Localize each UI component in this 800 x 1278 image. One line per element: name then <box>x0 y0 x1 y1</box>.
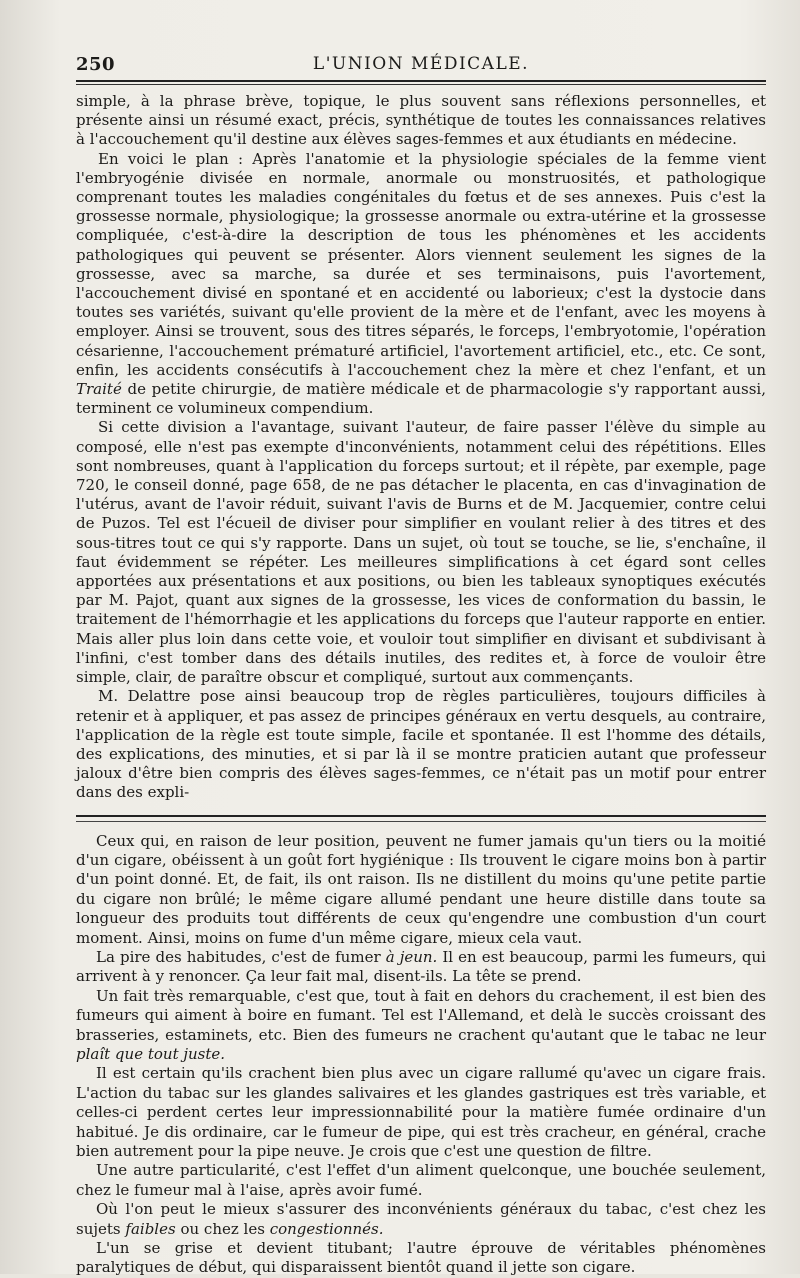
feuilleton-p2-b: Il en est beaucoup, parmi les fumeurs, qui arrivent à y renoncer. Ça leur fait mal, disent-ils. La tête se prend. <box>76 947 766 986</box>
feuilleton-paragraph-5: Une autre particularité, c'est l'effet d'un aliment quelconque, une bouchée seulement, chez le fumeur mal à l'aise, après avoir fumé. <box>76 1161 766 1199</box>
feuilleton-p6-a: Où l'on peut le mieux s'assurer des inconvénients généraux du tabac, c'est chez les sujets <box>76 1200 766 1238</box>
feuilleton-paragraph-6 <box>76 1200 766 1239</box>
feuilleton-paragraph-2 <box>76 948 766 987</box>
article-italic-traite: Traité <box>76 380 122 399</box>
feuilleton-p2-a: La pire des habitudes, c'est de fumer <box>96 947 381 966</box>
feuilleton-italic-faibles: faibles <box>125 1219 176 1238</box>
page-number: 250 <box>76 54 116 75</box>
feuilleton-p3-a: Un fait très remarquable, c'est que, tout à fait en dehors du crachement, il est bien des fumeurs qui aiment à boire en fumant. Tel est l'Allemand, et delà le succès croissant des brasseries, estaminets, etc. Bien des fumeurs ne crachent qu'autant que le tabac ne leur <box>76 986 766 1044</box>
article-paragraph-3: Si cette division a l'avantage, suivant l'auteur, de faire passer l'élève du simple au composé, elle n'est pas exempte d'inconvénients, notamment celui des répétitions. Elles sont nombreuses, quant à l'application du forceps surtout; et il répète, par exemple, page 720, le conseil donné, page 658, de ne pas détacher le placenta, en cas d'invagination de l'utérus, avant de l'avoir réduit, suivant l'avis de Burns et de M. Jacquemier, contre celui de Puzos. Tel est l'écueil de diviser pour simplifier en voulant relier à des titres et des sous-titres tout ce qui s'y rapporte. Dans un sujet, où tout se touche, se lie, s'enchaîne, il faut évidemment se répéter. Les meilleures simplifications à cet égard sont celles apportées aux présentations et aux positions, ou bien les tableaux synoptiques exécutés par M. Pajot, quant aux signes de la grossesse, les vices de conformation du bassin, le traitement de l'hémorrhagie et les applications du forceps que l'auteur rapporte en entier. Mais aller plus loin dans cette voie, et vouloir tout simplifier en divisant et subdivisant à l'infini, c'est tomber dans des détails inutiles, des redites et, à force de vouloir être simple, clair, de paraître obscur et compliqué, surtout aux commençants. <box>76 418 766 687</box>
feuilleton-paragraph-7: L'un se grise et devient titubant; l'autre éprouve de véritables phénomènes paralytiques de début, qui disparaissent bientôt quand il jette son cigare. <box>76 1239 766 1277</box>
feuilleton <box>76 832 766 1278</box>
feuilleton-italic-plait: plaît que tout juste. <box>76 1044 226 1063</box>
article-paragraph-1: simple, à la phrase brève, topique, le plus souvent sans réflexions personnelles, et présente ainsi un résumé exact, précis, synthétique de toutes les connaissances relatives à l'accouchement qu'il destine aux élèves sages-femmes et aux étudiants en médecine. <box>76 92 766 149</box>
page-header <box>76 50 766 82</box>
feuilleton-separator <box>76 815 766 822</box>
article-paragraph-4: M. Delattre pose ainsi beaucoup trop de règles particulières, toujours difficiles à retenir et à appliquer, et pas assez de principes généraux en vertu desquels, au contraire, l'application de la règle est toute simple, facile et spontanée. Il est l'homme des détails, des explications, des minuties, et si par là il se montre praticien autant que professeur jaloux d'être bien compris des élèves sages-femmes, ce n'était pas un motif pour entrer dans des expli- <box>76 687 766 802</box>
article-paragraph-2-text: En voici le plan : Après l'anatomie et la physiologie spéciales de la femme vient l'embryogénie divisée en normale, anormale ou monstruosités, et pathologique comprenant toutes les maladies congénitales du fœtus et de ses annexes. Puis c'est la grossesse normale, physiologique; la grossesse anormale ou extra-utérine et la grossesse compliquée, c'est-à-dire la description de tous les phénomènes et les accidents pathologiques qui peuvent se présenter. Alors viennent seulement les signes de la grossesse, avec sa marche, sa durée et ses terminaisons, puis l'avortement, l'accouchement divisé en spontané et en accidenté ou laborieux; c'est la dystocie dans toutes ses variétés, suivant qu'elle provient de la mère et de l'enfant, avec les moyens à employer. Ainsi se trouvent, sous des titres séparés, le forceps, l'embryotomie, l'opération césarienne, l'accouchement prématuré artificiel, l'avortement artificiel, etc., etc. Ce sont, enfin, les accidents consécutifs à l'accouchement chez la mère et chez l'enfant, et un <box>76 149 766 379</box>
article-body <box>76 92 766 803</box>
feuilleton-italic-congestionnes: congestionnés. <box>269 1219 384 1238</box>
header-rule <box>76 84 766 85</box>
feuilleton-italic-a-jeun: à jeun. <box>385 947 438 966</box>
article-paragraph-2-tail: de petite chirurgie, de matière médicale et de pharmacologie s'y rapportant aussi, terminent ce volumineux compendium. <box>76 380 766 418</box>
running-title: L'UNION MÉDICALE. <box>312 54 530 74</box>
feuilleton-paragraph-4: Il est certain qu'ils crachent bien plus avec un cigare rallumé qu'avec un cigare frais. L'action du tabac sur les glandes salivaires et les glandes gastriques est très variable, et celles-ci perdent certes leur impressionnabilité pour la matière fumée ordinaire d'un habitué. Je dis ordinaire, car le fumeur de pipe, qui est très cracheur, en général, crache bien autrement pour la pipe neuve. Je crois que c'est une question de filtre. <box>76 1064 766 1161</box>
feuilleton-paragraph-1: Ceux qui, en raison de leur position, peuvent ne fumer jamais qu'un tiers ou la moitié d'un cigare, obéissent à un goût fort hygiénique : Ils trouvent le cigare moins bon à partir d'un point donné. Et, de fait, ils ont raison. Ils ne distillent du moins qu'une petite partie du cigare non brûlé; le même cigare allumé pendant une heure distille dans toute sa longueur des produits tout différents de ceux qu'engendre une combustion d'un court moment. Ainsi, moins on fume d'un même cigare, mieux cela vaut. <box>76 831 766 947</box>
article-paragraph-2 <box>76 150 766 419</box>
feuilleton-p6-b: ou chez les <box>180 1219 265 1238</box>
feuilleton-paragraph-3 <box>76 987 766 1065</box>
